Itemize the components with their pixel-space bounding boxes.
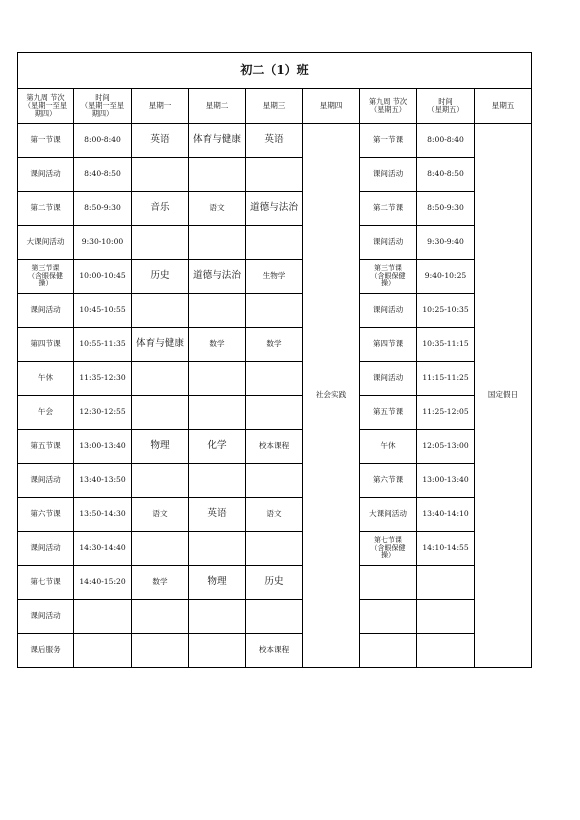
period-cell-friday [360,328,417,362]
period-cell-line: 操） [38,279,53,288]
table-row [18,226,532,260]
period-cell [18,362,74,396]
period-cell-line: 课间活动 [30,305,61,315]
subject-cell-mon [132,464,189,498]
period-cell [18,260,74,294]
period-cell-friday [360,260,417,294]
period-cell-friday-line: 操） [381,551,395,560]
time-cell-friday: 14:10-14:55 [417,532,475,566]
subject-cell-tue: 道德与法治 [189,260,246,294]
subject-cell-mon: 物理 [132,430,189,464]
period-cell-line: 第六节课 [30,509,61,519]
time-cell-friday [417,600,475,634]
subject-cell-mon [132,362,189,396]
time-cell: 10:45-10:55 [74,294,132,328]
period-cell-line: 课间活动 [30,169,61,179]
period-cell [18,158,74,192]
subject-cell-tue [189,362,246,396]
time-cell: 13:40-13:50 [74,464,132,498]
period-cell [18,328,74,362]
period-cell-friday-line: 课间活动 [372,305,404,315]
period-cell [18,192,74,226]
table-row [18,498,532,532]
time-cell-friday: 10:35-11:15 [417,328,475,362]
table-row [18,532,532,566]
subject-cell-wed: 道德与法治 [246,192,303,226]
period-cell-friday-line: 第四节课 [372,339,404,349]
subject-cell-wed [246,158,303,192]
subject-cell-mon [132,634,189,668]
subject-cell-tue [189,226,246,260]
time-cell-friday [417,634,475,668]
period-cell-friday [360,566,417,600]
subject-cell-mon [132,158,189,192]
subject-cell-mon: 历史 [132,260,189,294]
subject-cell-wed: 英语 [246,124,303,158]
subject-cell-tue [189,464,246,498]
time-cell-friday: 11:25-12:05 [417,396,475,430]
period-cell [18,124,74,158]
subject-cell-tue [189,600,246,634]
subject-cell-mon [132,226,189,260]
subject-cell-wed: 校本课程 [246,430,303,464]
time-cell: 10:55-11:35 [74,328,132,362]
period-cell-friday [360,396,417,430]
time-cell: 11:35-12:30 [74,362,132,396]
subject-cell-wed [246,532,303,566]
period-cell-friday [360,532,417,566]
period-cell-line: 第五节课 [30,441,61,451]
subject-cell-mon [132,532,189,566]
subject-cell-wed [246,362,303,396]
period-cell [18,430,74,464]
header-friday: 星期五 [475,89,532,124]
time-cell-friday [417,566,475,600]
period-cell-friday-line: 第七节课 [374,535,402,544]
period-cell [18,566,74,600]
subject-cell-tue: 体育与健康 [189,124,246,158]
table-row [18,328,532,362]
subject-cell-tue: 语文 [189,192,246,226]
subject-cell-wed: 生物学 [246,260,303,294]
table-row [18,260,532,294]
time-cell-friday: 9:40-10:25 [417,260,475,294]
period-cell-friday-line: 午休 [380,441,396,451]
period-cell-friday-line: 第六节课 [372,475,404,485]
thursday-merged-cell: 社会实践 [303,124,360,668]
table-row [18,634,532,668]
time-cell-friday: 11:15-11:25 [417,362,475,396]
period-cell-friday [360,294,417,328]
time-cell: 10:00-10:45 [74,260,132,294]
friday-merged-cell: 国定假日 [475,124,532,668]
subject-cell-wed: 数学 [246,328,303,362]
subject-cell-tue [189,396,246,430]
header-wednesday: 星期三 [246,89,303,124]
period-cell-line: 第七节课 [30,577,61,587]
period-cell-friday-line: 第五节课 [372,407,404,417]
time-cell [74,600,132,634]
period-cell-friday-line: 第一节课 [372,135,404,145]
period-cell-friday-line: （含眼保健 [370,271,406,280]
period-cell-line: （含眼保健 [28,271,63,280]
subject-cell-tue: 物理 [189,566,246,600]
period-cell [18,464,74,498]
period-cell-friday-line: 操） [381,279,395,288]
period-cell-friday-line: 课间活动 [372,373,404,383]
period-cell-friday [360,124,417,158]
subject-cell-tue [189,532,246,566]
period-cell-line: 午会 [37,407,54,417]
period-cell-line: 第二节课 [30,203,61,213]
time-cell-friday: 12:05-13:00 [417,430,475,464]
period-cell-line: 第一节课 [30,135,61,145]
subject-cell-tue: 数学 [189,328,246,362]
period-cell-line: 课间活动 [30,543,61,553]
table-row [18,124,532,158]
period-cell-line: 大课间活动 [26,237,65,247]
subject-cell-mon: 英语 [132,124,189,158]
period-cell-friday [360,192,417,226]
time-cell-friday: 8:50-9:30 [417,192,475,226]
time-cell-friday: 8:00-8:40 [417,124,475,158]
subject-cell-mon: 语文 [132,498,189,532]
period-cell-friday-line: 课间活动 [372,169,404,179]
subject-cell-wed [246,600,303,634]
period-cell [18,396,74,430]
table-row [18,294,532,328]
period-cell-line: 课间活动 [30,475,61,485]
subject-cell-tue [189,634,246,668]
table-row [18,464,532,498]
table-row [18,396,532,430]
subject-cell-wed [246,464,303,498]
header-time-right: 时间 （星期五） [417,89,475,124]
subject-cell-wed [246,226,303,260]
time-cell: 8:50-9:30 [74,192,132,226]
table-row [18,566,532,600]
time-cell [74,634,132,668]
time-cell: 14:40-15:20 [74,566,132,600]
subject-cell-mon [132,600,189,634]
period-cell-friday [360,498,417,532]
period-cell [18,226,74,260]
subject-cell-wed [246,396,303,430]
subject-cell-wed: 语文 [246,498,303,532]
period-cell-friday [360,158,417,192]
time-cell: 13:00-13:40 [74,430,132,464]
period-cell-friday [360,600,417,634]
table-row [18,430,532,464]
table-title: 初二（1）班 [18,53,532,89]
header-week-left: 第九周 节次 （星期一至星 期四） [18,89,74,124]
subject-cell-mon [132,294,189,328]
time-cell: 13:50-14:30 [74,498,132,532]
period-cell-friday-line: 大课间活动 [369,509,407,519]
subject-cell-mon: 音乐 [132,192,189,226]
time-cell: 12:30-12:55 [74,396,132,430]
timetable [17,52,532,668]
subject-cell-tue: 英语 [189,498,246,532]
period-cell [18,532,74,566]
period-cell [18,600,74,634]
subject-cell-tue [189,158,246,192]
period-cell-friday [360,634,417,668]
period-cell-line: 课后服务 [30,645,61,655]
period-cell-friday [360,362,417,396]
header-time-left: 时间 （星期一至星 期四） [74,89,132,124]
time-cell: 8:40-8:50 [74,158,132,192]
time-cell-friday: 10:25-10:35 [417,294,475,328]
time-cell-friday: 8:40-8:50 [417,158,475,192]
time-cell-friday: 13:00-13:40 [417,464,475,498]
table-row [18,158,532,192]
subject-cell-mon: 数学 [132,566,189,600]
subject-cell-wed: 历史 [246,566,303,600]
period-cell [18,498,74,532]
time-cell: 14:30-14:40 [74,532,132,566]
header-thursday: 星期四 [303,89,360,124]
period-cell-friday-line: （含眼保健 [370,543,406,552]
header-monday: 星期一 [132,89,189,124]
table-row [18,600,532,634]
time-cell: 9:30-10:00 [74,226,132,260]
subject-cell-wed [246,294,303,328]
period-cell-line: 课间活动 [30,611,61,621]
subject-cell-tue: 化学 [189,430,246,464]
period-cell-line: 第三节课 [31,263,60,272]
table-row [18,362,532,396]
period-cell-friday [360,430,417,464]
table-row [18,192,532,226]
period-cell-line: 第四节课 [30,339,61,349]
period-cell [18,634,74,668]
period-cell [18,294,74,328]
header-tuesday: 星期二 [189,89,246,124]
subject-cell-mon: 体育与健康 [132,328,189,362]
period-cell-friday-line: 第二节课 [372,203,404,213]
period-cell-friday-line: 课间活动 [372,237,404,247]
subject-cell-tue [189,294,246,328]
subject-cell-wed: 校本课程 [246,634,303,668]
period-cell-friday [360,226,417,260]
time-cell-friday: 13:40-14:10 [417,498,475,532]
subject-cell-mon [132,396,189,430]
time-cell: 8:00-8:40 [74,124,132,158]
period-cell-friday [360,464,417,498]
time-cell-friday: 9:30-9:40 [417,226,475,260]
period-cell-line: 午休 [37,373,54,383]
header-week-right: 第九周 节次 （星期五） [360,89,417,124]
period-cell-friday-line: 第三节课 [374,263,402,272]
